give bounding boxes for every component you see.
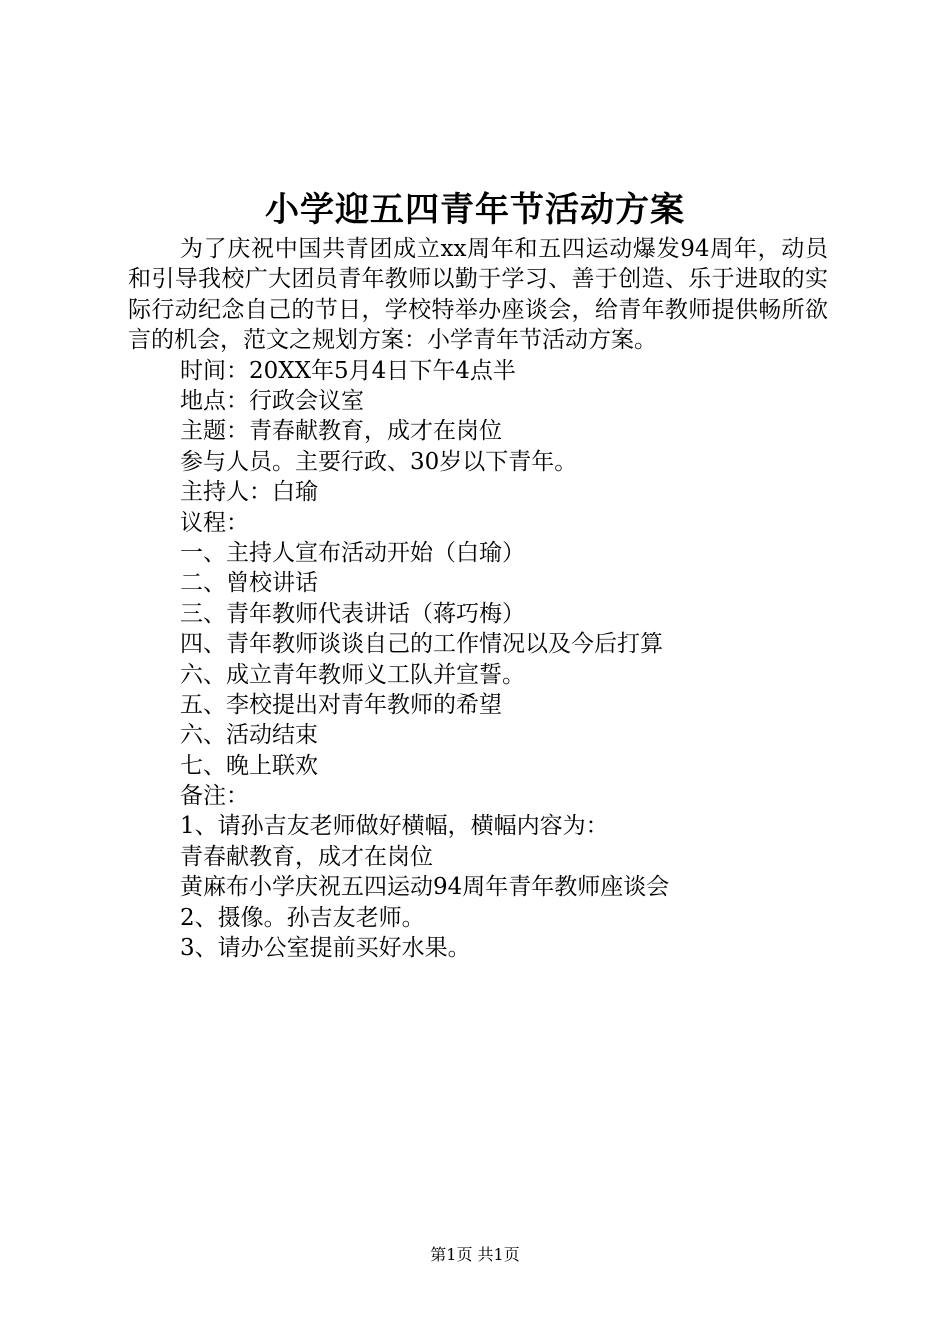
detail-line: 六、成立青年教师义工队并宣誓。 [180, 661, 525, 688]
intro-paragraph: 为了庆祝中国共青团成立xx周年和五四运动爆发94周年，动员和引导我校广大团员青年教师以勤于学习、善于创造、乐于进取的实际行动纪念自己的节日，学校特举办座谈会，给青年教师提供畅所欲言的机会，范文之规划方案：小学青年节活动方案。 [128, 236, 828, 354]
document-title: 小学迎五四青年节活动方案 [265, 190, 685, 230]
detail-line: 2、摄像。孙吉友老师。 [180, 904, 425, 931]
detail-line: 参与人员。主要行政、30岁以下青年。 [180, 448, 578, 475]
detail-line: 六、活动结束 [180, 722, 318, 749]
detail-line: 三、青年教师代表讲话（蒋巧梅） [180, 600, 525, 627]
detail-line: 主持人：白瑜 [180, 479, 318, 506]
detail-line: 四、青年教师谈谈自己的工作情况以及今后打算 [180, 631, 663, 658]
detail-line: 主题：青春献教育，成才在岗位 [180, 418, 502, 445]
detail-line: 1、请孙吉友老师做好横幅，横幅内容为： [180, 813, 609, 840]
document-body [128, 234, 828, 963]
detail-line: 备注： [180, 783, 249, 810]
detail-line: 黄麻布小学庆祝五四运动94周年青年教师座谈会 [180, 874, 670, 901]
detail-line: 七、晚上联欢 [180, 752, 318, 779]
detail-line: 二、曾校讲话 [180, 570, 318, 597]
detail-line: 地点：行政会议室 [180, 388, 364, 415]
detail-line: 议程： [180, 509, 249, 536]
page-footer: 第1页 共1页 [430, 1245, 520, 1264]
detail-line: 3、请办公室提前买好水果。 [180, 935, 471, 962]
detail-line: 五、李校提出对青年教师的希望 [180, 691, 502, 718]
detail-line: 青春献教育，成才在岗位 [180, 843, 433, 870]
detail-line: 一、主持人宣布活动开始（白瑜） [180, 539, 525, 566]
detail-line: 时间：20XX年5月4日下午4点半 [180, 357, 516, 384]
detail-lines [128, 356, 828, 964]
